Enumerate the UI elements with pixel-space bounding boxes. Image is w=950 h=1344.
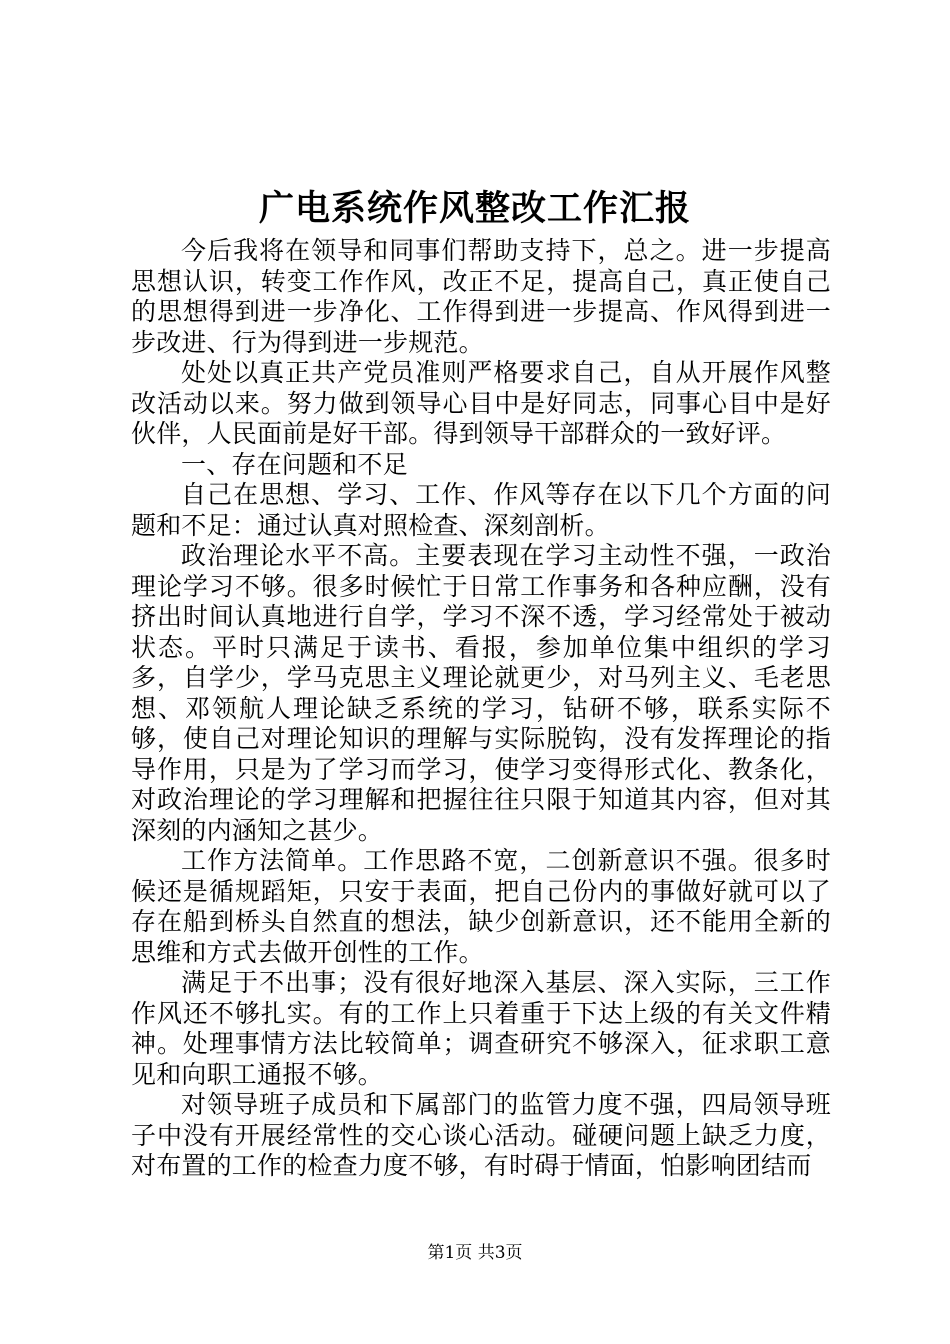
section-heading: 一、存在问题和不足 [181,449,408,479]
paragraph: 满足于不出事；没有很好地深入基层、深入实际，三工作作风还不够扎实。有的工作上只着重于下达上级的有关文件精神。处理事情方法比较简单；调查研究不够深入，征求职工意见和向职工通报不够。 [131,968,831,1089]
paragraph: 今后我将在领导和同事们帮助支持下，总之。进一步提高思想认识，转变工作作风，改正不足，提高自己，真正使自己的思想得到进一步净化、工作得到进一步提高、作风得到进一步改进、行为得到进一步规范。 [131,236,831,357]
document-title: 广电系统作风整改工作汇报 [258,188,691,229]
page-number-footer: 第1页 共3页 [427,1243,523,1263]
document-body [131,236,831,1182]
paragraph: 处处以真正共产党员准则严格要求自己，自从开展作风整改活动以来。努力做到领导心目中是好同志，同事心目中是好伙伴，人民面前是好干部。得到领导干部群众的一致好评。 [131,358,831,448]
paragraph: 工作方法简单。工作思路不宽，二创新意识不强。很多时候还是循规蹈矩，只安于表面，把自己份内的事做好就可以了存在船到桥头自然直的想法，缺少创新意识，还不能用全新的思维和方式去做开创性的工作。 [131,846,831,967]
paragraph: 政治理论水平不高。主要表现在学习主动性不强，一政治理论学习不够。很多时候忙于日常工作事务和各种应酬，没有挤出时间认真地进行自学，学习不深不透，学习经常处于被动状态。平时只满足于读书、看报，参加单位集中组织的学习多，自学少，学马克思主义理论就更少，对马列主义、毛老思想、邓领航人理论缺乏系统的学习，钻研不够，联系实际不够，使自己对理论知识的理解与实际脱钩，没有发挥理论的指导作用，只是为了学习而学习，使学习变得形式化、教条化，对政治理论的学习理解和把握往往只限于知道其内容，但对其深刻的内涵知之甚少。 [131,541,831,845]
paragraph: 自己在思想、学习、工作、作风等存在以下几个方面的问题和不足：通过认真对照检查、深刻剖析。 [131,480,831,540]
paragraph: 对领导班子成员和下属部门的监管力度不强，四局领导班子中没有开展经常性的交心谈心活动。碰硬问题上缺乏力度，对布置的工作的检查力度不够，有时碍于情面，怕影响团结而 [131,1090,831,1180]
